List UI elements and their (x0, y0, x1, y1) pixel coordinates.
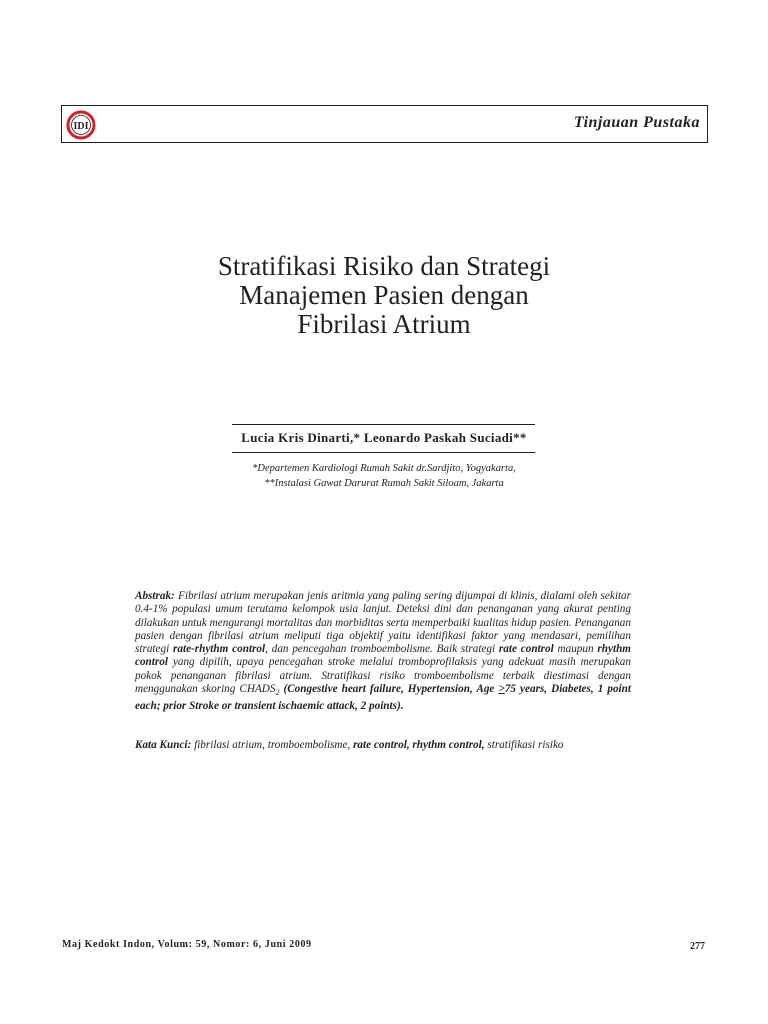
abstract-term-3: rhythm control (135, 643, 631, 669)
page-number: 277 (690, 941, 705, 952)
article-title (0, 252, 768, 339)
idi-logo (66, 110, 96, 140)
authors-rule-top (232, 424, 535, 425)
title-line-2: Manajemen Pasien dengan (239, 280, 529, 310)
abstract-text-1: Fibrilasi atrium merupakan jenis aritmia yang paling sering dijumpai di klinis, dialami oleh sekitar 0.4-1% populasi umum terutama kelompok usia lanjut. Deteksi dini dan penanganan yang akurat penting dilakukan untuk mengurangi mortalitas dan morbiditas serta memperbaiki kualitas hidup pasien. Penanganan pasien dengan fibrilasi atrium meliputi tiga objektif yaitu identifikasi faktor yang mendasari, pemilihan strategi (135, 590, 631, 656)
abstract-term-5: 75 years, Diabetes, 1 point each; prior Stroke or transient ischaemic attack, 2 points). (135, 683, 631, 712)
abstract-text-4: yang dipilih, upaya pencegahan stroke melalui tromboprofilaksis yang adekuat masih merupakan pokok penanganan fibrilasi atrium. Stratifikasi risiko tromboembolisme terbaik diestimasi dengan menggunakan skoring CHADS (135, 656, 631, 696)
keywords-terms: rate control, rhythm control, (353, 739, 485, 751)
abstract-term-4: (Congestive heart failure, Hypertension, Age (279, 683, 499, 696)
keywords-text-1: fibrilasi atrium, tromboembolisme, (191, 739, 354, 751)
abstract-text-2: , dan pencegahan tromboembolisme. Baik strategi (265, 643, 499, 656)
abstract-term-2: rate control (498, 643, 554, 656)
abstract-subscript: 2 (275, 688, 280, 698)
title-line-3: Fibrilasi Atrium (297, 309, 471, 339)
abstract-term-1: rate-rhythm control (173, 643, 266, 656)
abstract-ge-symbol: > (498, 683, 505, 696)
abstract-label: Abstrak: (135, 590, 175, 602)
section-label: Tinjauan Pustaka (573, 114, 700, 131)
abstract (135, 590, 631, 713)
authors: Lucia Kris Dinarti,* Leonardo Paskah Suciadi** (241, 430, 527, 445)
affiliation-2: **Instalasi Gawat Darurat Rumah Sakit Siloam, Jakarta (264, 478, 504, 489)
abstract-text-3: maupun (553, 643, 598, 656)
logo-text: IDI (73, 121, 89, 132)
affiliation-1: *Departemen Kardiologi Rumah Sakit dr.Sardjito, Yogyakarta, (252, 463, 516, 474)
title-line-1: Stratifikasi Risiko dan Strategi (217, 251, 551, 281)
keywords-text-2: stratifikasi risiko (484, 739, 564, 751)
journal-citation: Maj Kedokt Indon, Volum: 59, Nomor: 6, Juni 2009 (62, 939, 312, 950)
authors-rule-bottom (232, 452, 535, 453)
keywords-label: Kata Kunci: (135, 739, 192, 751)
affiliations (0, 461, 768, 491)
keywords (135, 739, 635, 752)
